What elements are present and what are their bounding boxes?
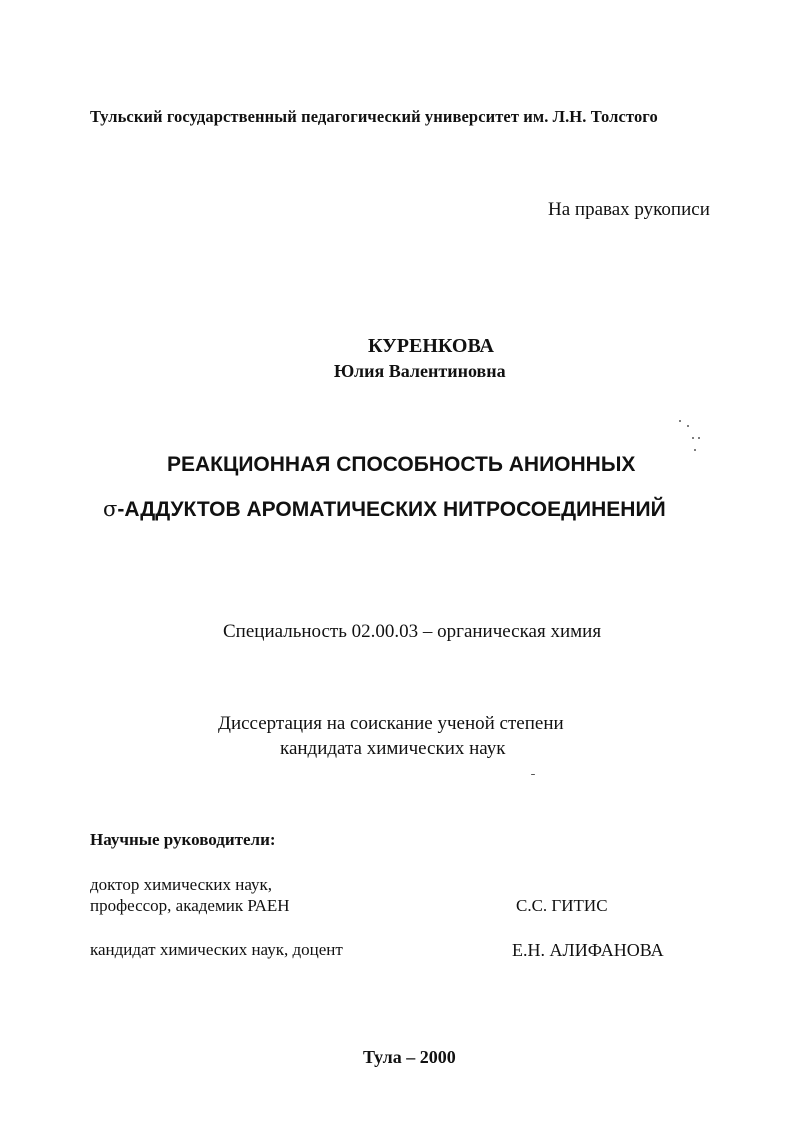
scan-speck <box>692 437 694 439</box>
author-given-names: Юлия Валентиновна <box>334 361 506 381</box>
supervisor-1-title-line2: профессор, академик РАЕН <box>90 896 290 915</box>
scan-speck <box>531 774 535 775</box>
manuscript-note: На правах рукописи <box>548 199 710 220</box>
scan-speck <box>679 420 681 422</box>
scan-speck <box>698 437 700 439</box>
supervisor-2-title: кандидат химических наук, доцент <box>90 940 343 959</box>
author-surname: КУРЕНКОВА <box>368 335 494 357</box>
scan-speck <box>694 449 696 451</box>
dissertation-line2: кандидата химических наук <box>280 738 506 759</box>
university-name: Тульский государственный педагогический университет им. Л.Н. Толстого <box>90 107 658 126</box>
place-year: Тула – 2000 <box>363 1047 456 1067</box>
thesis-title-line2 <box>103 497 666 522</box>
supervisor-2-name: Е.Н. АЛИФАНОВА <box>512 940 664 960</box>
scan-speck <box>687 425 689 427</box>
thesis-title-line1: РЕАКЦИОННАЯ СПОСОБНОСТЬ АНИОННЫХ <box>167 453 636 476</box>
specialty: Специальность 02.00.03 – органическая химия <box>223 621 602 642</box>
dissertation-line1: Диссертация на соискание ученой степени <box>218 713 564 734</box>
supervisor-1-name: С.С. ГИТИС <box>516 896 608 915</box>
supervisors-heading: Научные руководители: <box>90 830 276 849</box>
thesis-title-line2-text: -АДДУКТОВ АРОМАТИЧЕСКИХ НИТРОСОЕДИНЕНИЙ <box>117 498 666 521</box>
sigma-symbol: σ <box>103 497 118 521</box>
supervisor-1-title-line1: доктор химических наук, <box>90 875 273 894</box>
